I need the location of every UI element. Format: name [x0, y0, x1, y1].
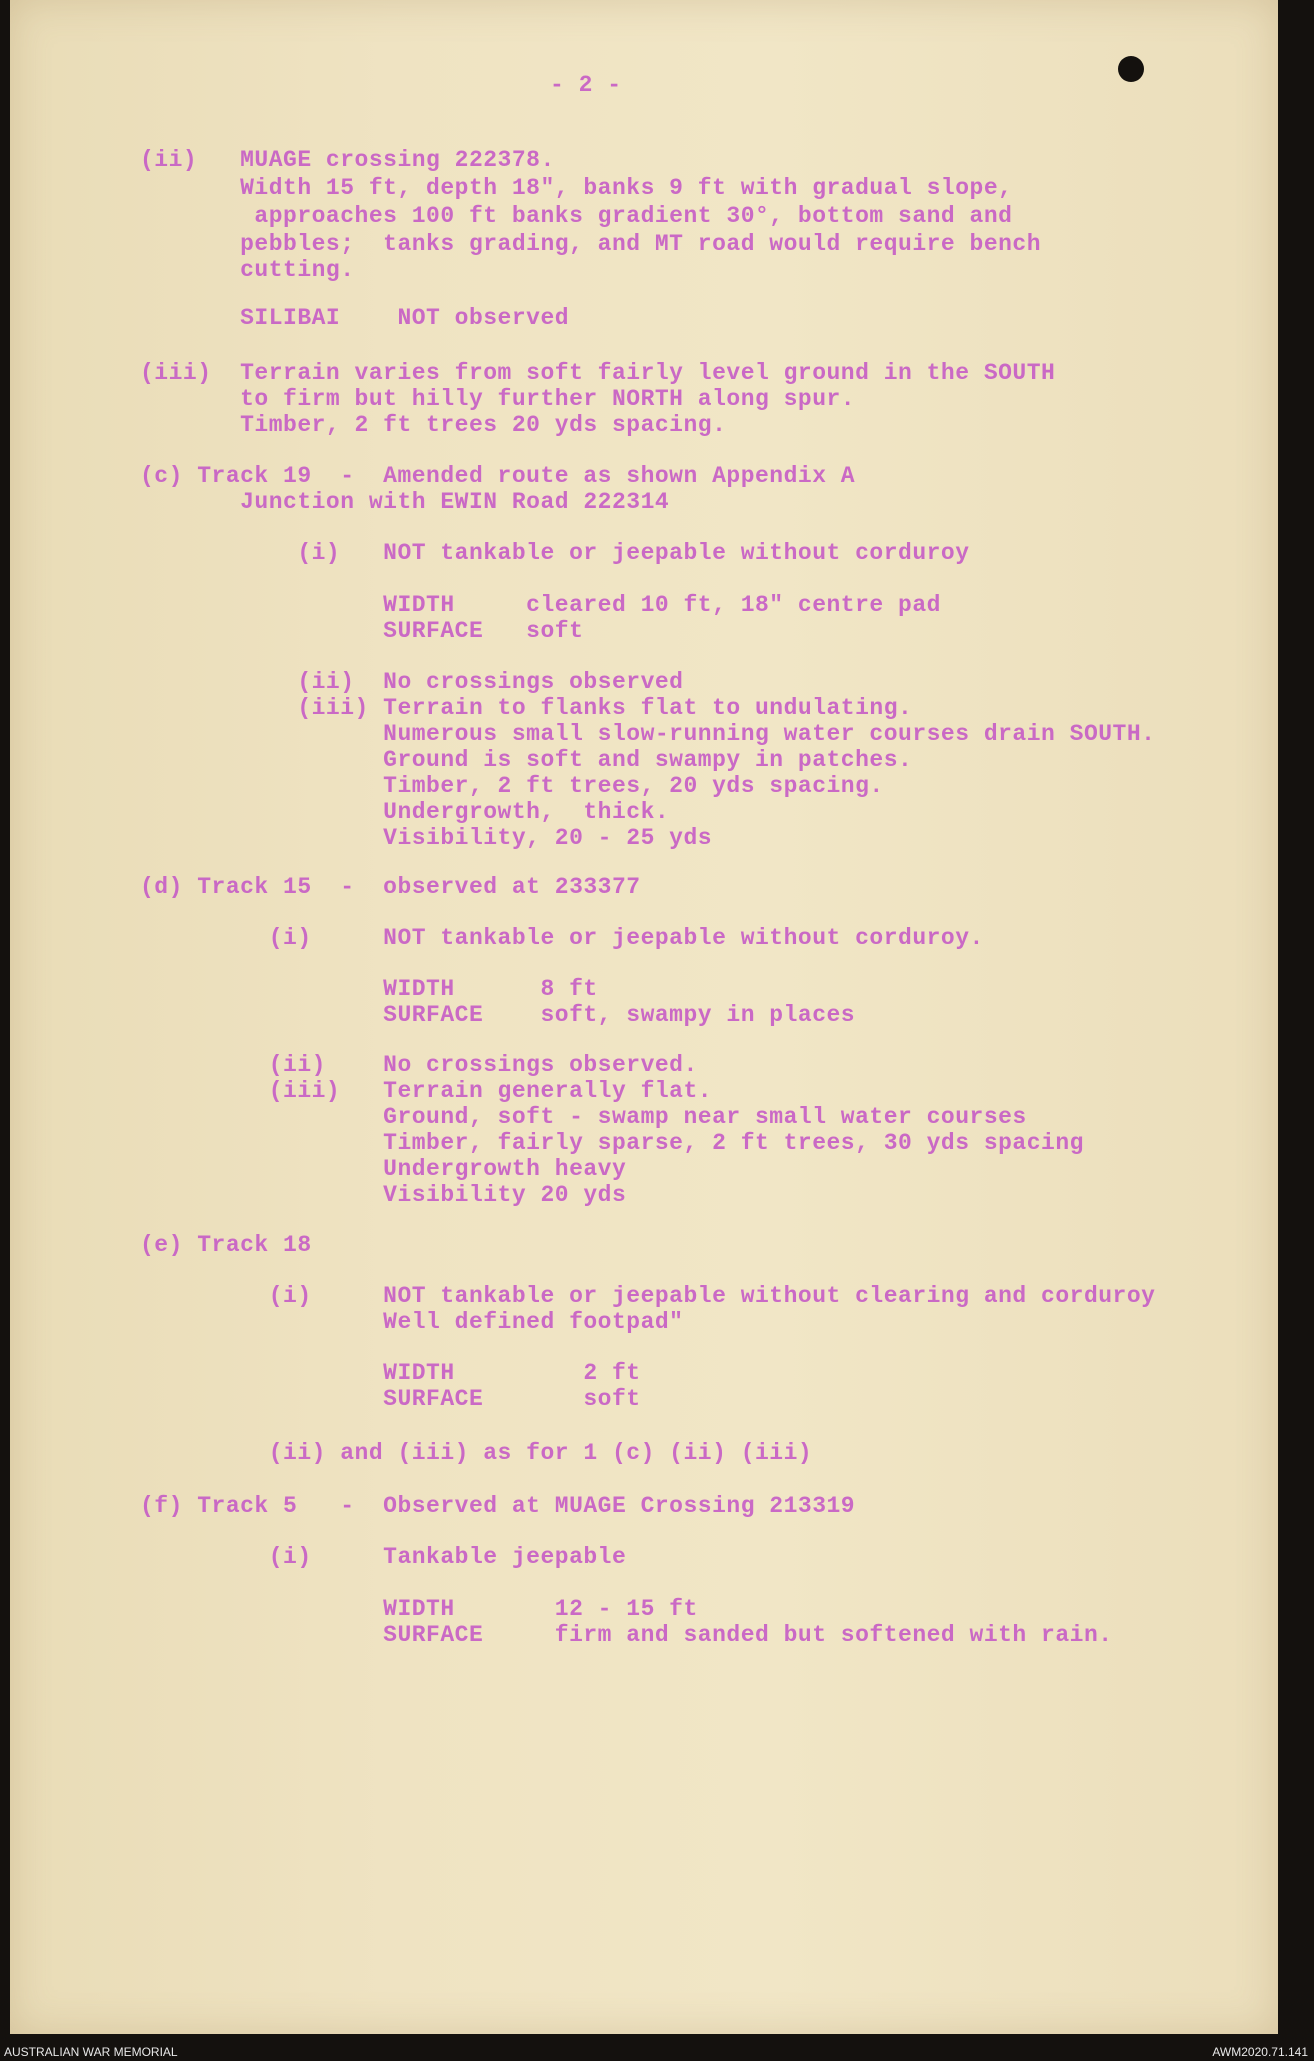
text-line: to firm but hilly further NORTH along spur.: [140, 386, 856, 412]
text-line: approaches 100 ft banks gradient 30°, bottom sand and: [140, 203, 1013, 229]
text-line: (iii) Terrain to flanks flat to undulating.: [140, 695, 913, 721]
section-heading: (d) Track 15 - observed at 233377: [140, 874, 641, 900]
text-line: Visibility, 20 - 25 yds: [140, 825, 713, 851]
text-line: WIDTH 8 ft: [140, 976, 598, 1002]
text-line: (ii) MUAGE crossing 222378.: [140, 147, 555, 173]
page-number: - 2 -: [550, 72, 622, 98]
text-line: (i) NOT tankable or jeepable without corduroy: [140, 540, 970, 566]
text-line: Undergrowth heavy: [140, 1156, 627, 1182]
text-line: Timber, 2 ft trees, 20 yds spacing.: [140, 773, 884, 799]
text-line: Visibility 20 yds: [140, 1182, 627, 1208]
text-line: SURFACE soft, swampy in places: [140, 1002, 856, 1028]
text-line: Junction with EWIN Road 222314: [140, 489, 670, 515]
text-line: WIDTH 2 ft: [140, 1360, 641, 1386]
text-line: (i) NOT tankable or jeepable without corduroy.: [140, 925, 984, 951]
text-line: Timber, 2 ft trees 20 yds spacing.: [140, 412, 727, 438]
text-line: WIDTH 12 - 15 ft: [140, 1596, 698, 1622]
document-page: [10, 0, 1278, 2034]
text-line: Undergrowth, thick.: [140, 799, 670, 825]
text-line: (ii) No crossings observed: [140, 669, 684, 695]
text-line: SURFACE firm and sanded but softened with rain.: [140, 1622, 1113, 1648]
section-heading: (e) Track 18: [140, 1232, 312, 1258]
text-line: pebbles; tanks grading, and MT road would require bench: [140, 231, 1042, 257]
text-line: cutting.: [140, 257, 355, 283]
text-line: (ii) and (iii) as for 1 (c) (ii) (iii): [140, 1440, 813, 1466]
text-line: Timber, fairly sparse, 2 ft trees, 30 yds spacing: [140, 1130, 1084, 1156]
text-line: (i) NOT tankable or jeepable without clearing and corduroy: [140, 1283, 1156, 1309]
text-line: (ii) No crossings observed.: [140, 1052, 698, 1078]
text-line: Well defined footpad": [140, 1309, 684, 1335]
section-heading: (f) Track 5 - Observed at MUAGE Crossing 213319: [140, 1493, 856, 1519]
text-line: WIDTH cleared 10 ft, 18" centre pad: [140, 592, 941, 618]
text-line: Numerous small slow-running water courses drain SOUTH.: [140, 721, 1156, 747]
section-heading: (c) Track 19 - Amended route as shown Appendix A: [140, 463, 856, 489]
text-line: Ground, soft - swamp near small water courses: [140, 1104, 1027, 1130]
text-line: (iii) Terrain varies from soft fairly level ground in the SOUTH: [140, 360, 1056, 386]
text-line: (i) Tankable jeepable: [140, 1544, 627, 1570]
text-line: Width 15 ft, depth 18", banks 9 ft with gradual slope,: [140, 175, 1013, 201]
text-line: SURFACE soft: [140, 618, 584, 644]
text-line: SILIBAI NOT observed: [140, 305, 570, 331]
text-line: (iii) Terrain generally flat.: [140, 1078, 713, 1104]
text-line: Ground is soft and swampy in patches.: [140, 747, 913, 773]
punch-hole: [1118, 56, 1144, 82]
footer-reference: AWM2020.71.141: [1212, 2045, 1308, 2059]
text-line: SURFACE soft: [140, 1386, 641, 1412]
footer-archive-name: AUSTRALIAN WAR MEMORIAL: [4, 2045, 178, 2059]
